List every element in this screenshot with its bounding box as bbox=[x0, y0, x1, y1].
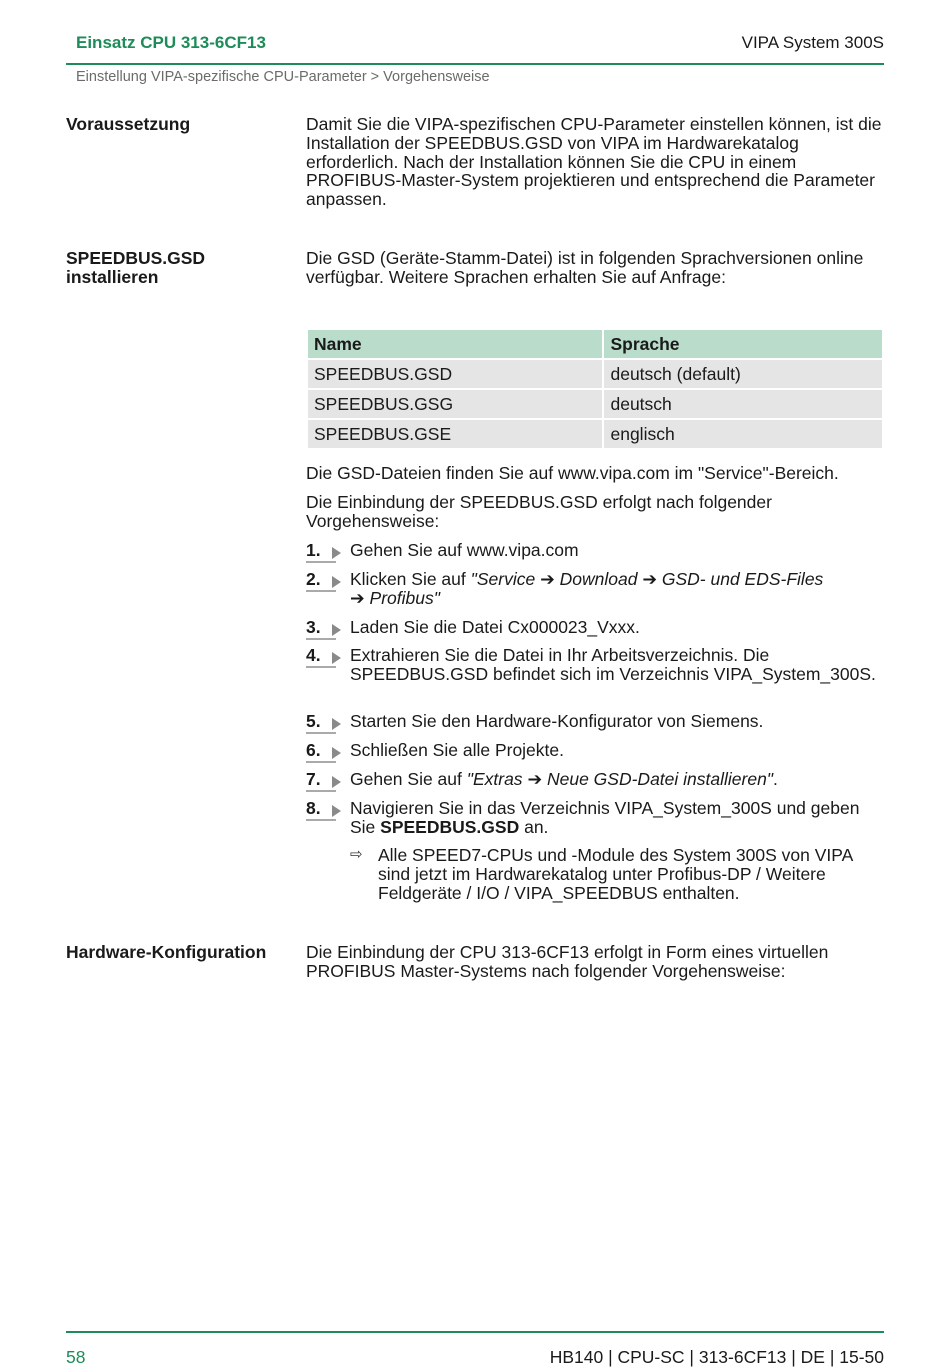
gsd-language-table bbox=[306, 328, 884, 450]
table-cell: deutsch bbox=[604, 390, 882, 418]
step-text bbox=[350, 570, 884, 608]
menu-path-item: Profibus" bbox=[369, 587, 440, 608]
step-text-pre: Navigieren Sie in das Verzeichnis VIPA_System_300S und geben Sie bbox=[350, 798, 860, 837]
step-text: Laden Sie die Datei Cx000023_Vxxx. bbox=[350, 617, 640, 637]
procedure-intro: Die Einbindung der SPEEDBUS.GSD erfolgt nach folgender Vorgehensweise: bbox=[306, 492, 772, 531]
table-cell: deutsch (default) bbox=[604, 360, 882, 388]
step-text bbox=[350, 770, 884, 789]
hollow-arrow-icon: ⇨ bbox=[350, 846, 363, 863]
step-underline bbox=[306, 590, 336, 592]
header-divider bbox=[66, 63, 884, 65]
table-row bbox=[308, 390, 882, 418]
step-underline bbox=[306, 732, 336, 734]
arrow-right-icon bbox=[332, 576, 341, 588]
column-header-name: Name bbox=[308, 330, 602, 358]
step-underline bbox=[306, 561, 336, 563]
file-name: SPEEDBUS.GSD bbox=[380, 816, 520, 837]
step-number: 2. bbox=[306, 569, 321, 589]
step-number: 3. bbox=[306, 617, 321, 637]
step-underline bbox=[306, 790, 336, 792]
product-name: VIPA System 300S bbox=[741, 33, 884, 52]
menu-path-item: "Service bbox=[470, 569, 536, 589]
breadcrumb: Einstellung VIPA-spezifische CPU-Parameter > Vorgehensweise bbox=[76, 69, 490, 85]
table-row bbox=[308, 420, 882, 448]
section-label-gsd: SPEEDBUS.GSD installieren bbox=[66, 248, 206, 287]
bold-arrow-icon: ➔ bbox=[350, 587, 365, 608]
column-header-sprache: Sprache bbox=[604, 330, 882, 358]
arrow-right-icon bbox=[332, 805, 341, 817]
table-row bbox=[308, 360, 882, 388]
footer-divider bbox=[66, 1331, 884, 1333]
step-underline bbox=[306, 819, 336, 821]
menu-path-item: GSD- und EDS-Files bbox=[661, 569, 824, 589]
table-header-row bbox=[308, 330, 882, 358]
arrow-right-icon bbox=[332, 547, 341, 559]
menu-path-item: Download bbox=[559, 569, 638, 589]
step-number: 6. bbox=[306, 740, 321, 760]
menu-path-item: Neue GSD-Datei installieren" bbox=[546, 769, 774, 789]
step-text-pre: Gehen Sie auf bbox=[350, 769, 467, 789]
gsd-intro: Die GSD (Geräte-Stamm-Datei) ist in folgenden Sprachversionen online verfügbar. Weitere Sprachen erhalten Sie auf Anfrage: bbox=[306, 248, 864, 287]
page-number: 58 bbox=[66, 1347, 86, 1367]
arrow-right-icon bbox=[332, 718, 341, 730]
arrow-right-icon bbox=[332, 624, 341, 636]
hardware-text: Die Einbindung der CPU 313-6CF13 erfolgt in Form eines virtuellen PROFIBUS Master-Systems nach folgender Vorgehensweise: bbox=[306, 942, 829, 981]
step-underline bbox=[306, 638, 336, 640]
section-label-hardware: Hardware-Konfiguration bbox=[66, 942, 267, 962]
gsd-info: Die GSD-Dateien finden Sie auf www.vipa.com im "Service"-Bereich. bbox=[306, 463, 839, 483]
chapter-title: Einsatz CPU 313-6CF13 bbox=[76, 33, 266, 52]
step-text-pre: Klicken Sie auf bbox=[350, 569, 471, 589]
step-text bbox=[350, 799, 884, 837]
bold-arrow-icon: ➔ bbox=[642, 569, 657, 589]
step-text: Schließen Sie alle Projekte. bbox=[350, 740, 564, 760]
bold-arrow-icon: ➔ bbox=[540, 569, 555, 589]
step-text: Extrahieren Sie die Datei in Ihr Arbeitsverzeichnis. Die SPEEDBUS.GSD befindet sich im Verzeichnis VIPA_System_300S. bbox=[350, 645, 876, 684]
table-cell: SPEEDBUS.GSE bbox=[308, 420, 602, 448]
step-underline bbox=[306, 666, 336, 668]
table-cell: englisch bbox=[604, 420, 882, 448]
result-text: Alle SPEED7-CPUs und -Module des System 300S von VIPA sind jetzt im Hardwarekatalog unter Profibus-DP / Weitere Feldgeräte / I/O / VIPA_SPEEDBUS enthalten. bbox=[378, 845, 853, 903]
arrow-right-icon bbox=[332, 776, 341, 788]
section-label-voraussetzung: Voraussetzung bbox=[66, 114, 191, 134]
step-number: 7. bbox=[306, 769, 321, 789]
menu-path-item: "Extras bbox=[466, 769, 523, 789]
step-text: Gehen Sie auf www.vipa.com bbox=[350, 540, 579, 560]
step-number: 5. bbox=[306, 711, 321, 731]
step-number: 8. bbox=[306, 798, 321, 818]
voraussetzung-text: Damit Sie die VIPA-spezifischen CPU-Parameter einstellen können, ist die Installation der SPEEDBUS.GSD von VIPA im Hardwarekatalog erforderlich. Nach der Installation können Sie die CPU in einem PROFIBUS-Master-System projektieren und entsprechend die Parameter anpassen. bbox=[306, 114, 882, 210]
step-text-post: . bbox=[773, 769, 778, 789]
step-text: Starten Sie den Hardware-Konfigurator von Siemens. bbox=[350, 711, 764, 731]
table-cell: SPEEDBUS.GSG bbox=[308, 390, 602, 418]
step-number: 1. bbox=[306, 540, 321, 560]
arrow-right-icon bbox=[332, 747, 341, 759]
step-underline bbox=[306, 761, 336, 763]
bold-arrow-icon: ➔ bbox=[527, 769, 543, 789]
step-text-post: an. bbox=[519, 816, 549, 837]
table-cell: SPEEDBUS.GSD bbox=[308, 360, 602, 388]
step-number: 4. bbox=[306, 645, 321, 665]
arrow-right-icon bbox=[332, 652, 341, 664]
document-id: HB140 | CPU-SC | 313-6CF13 | DE | 15-50 bbox=[549, 1347, 884, 1367]
